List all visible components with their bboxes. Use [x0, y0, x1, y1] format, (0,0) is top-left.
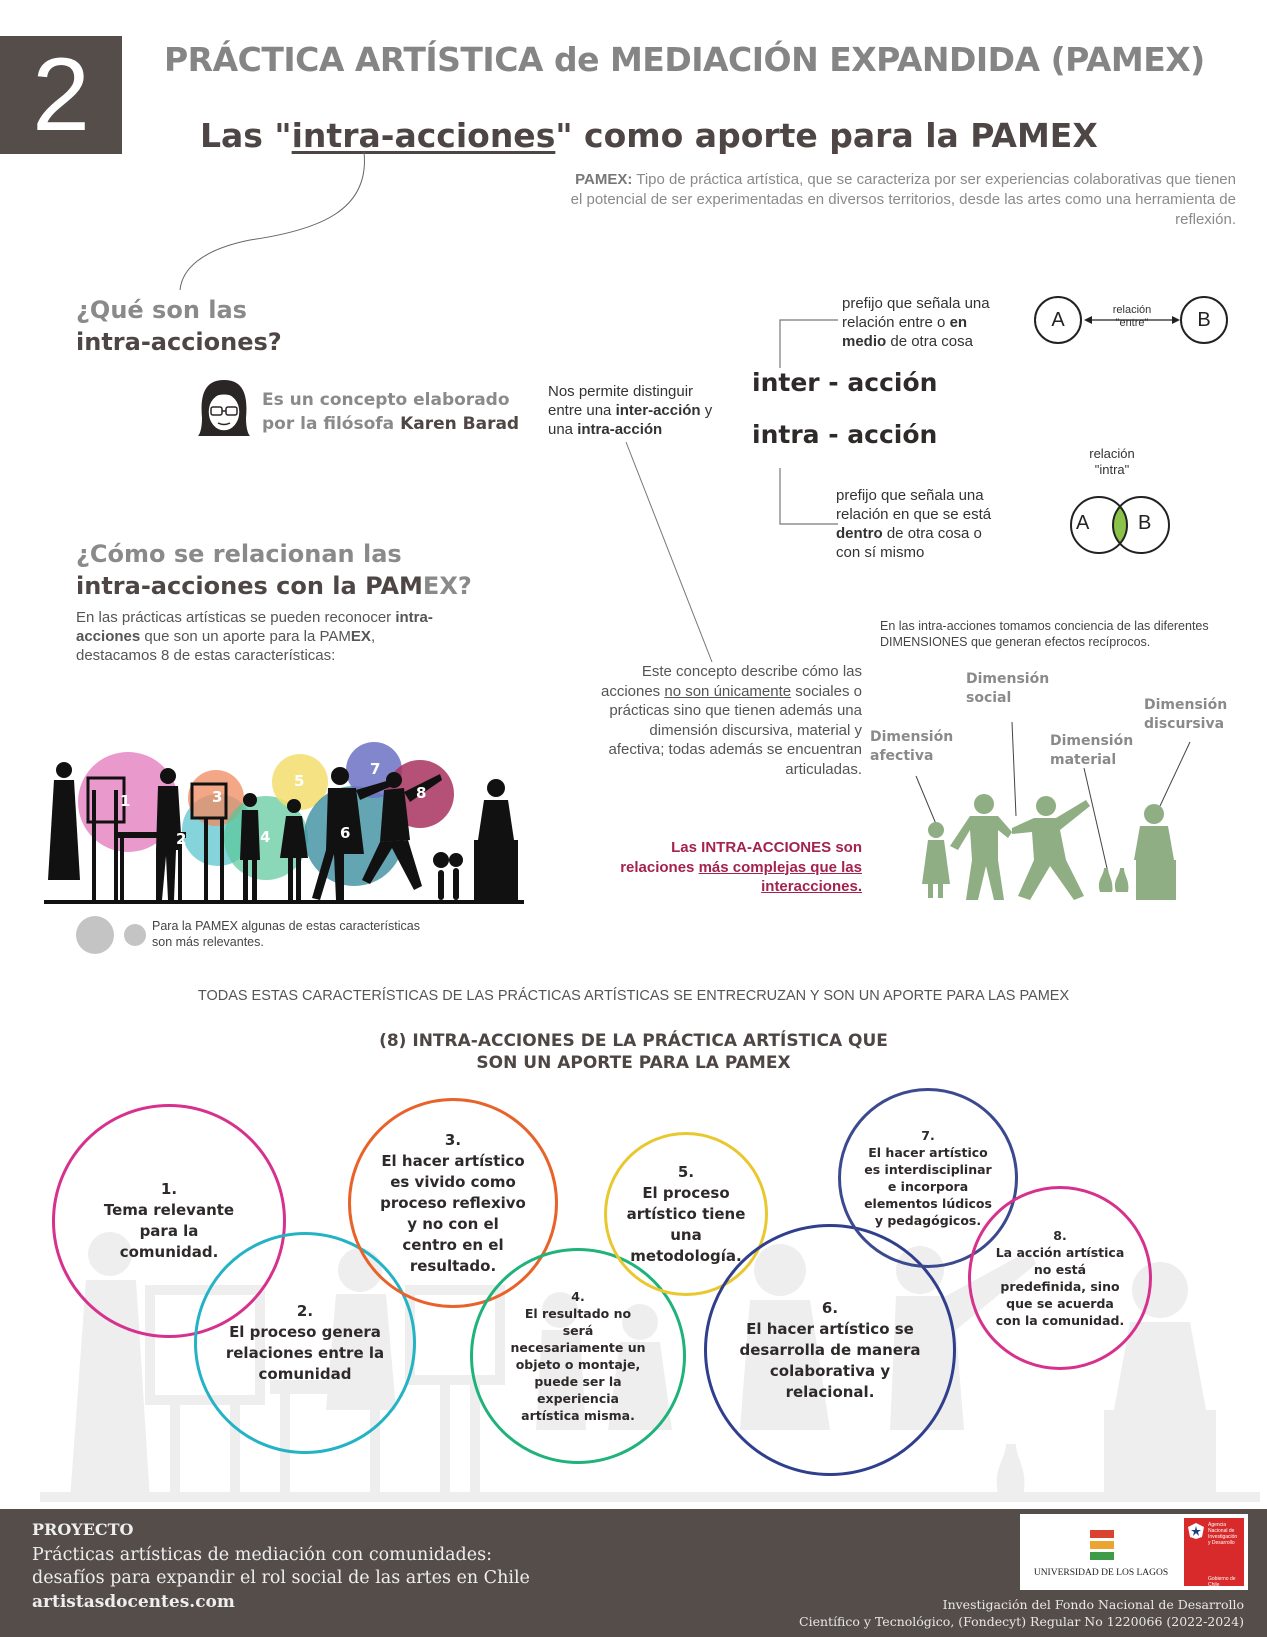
anid-logo-text: Agencia Nacional de Investigación y Desarrollo [1208, 1522, 1238, 1546]
intra-definition: prefijo que señala una relación en que se está dentro de otra cosa o con sí mismo [836, 487, 992, 561]
bubble-number-6: 6 [340, 824, 351, 842]
intra-circle-2: 2. El proceso genera relaciones entre la comunidad [194, 1232, 416, 1454]
bubble-number-3: 3 [212, 788, 223, 806]
bubble-number-7: 7 [370, 760, 381, 778]
intra-circle-8: 8. La acción artística no está predefinida, sino que se acuerda con la comunidad. [968, 1186, 1152, 1370]
dimensions-illustration [900, 700, 1240, 910]
dimension-afectiva: Dimensión afectiva [870, 729, 954, 764]
ulagos-logo-text: UNIVERSIDAD DE LOS LAGOS [1033, 1568, 1169, 1578]
pamex-definition: PAMEX: Tipo de práctica artística, que se caracteriza por ser experiencias colaborativas que tienen el potencial de ser experimentadas en diversos territorios, desde las artes como una herramienta de reflexión. [570, 171, 1236, 228]
intra-circle-6: 6. El hacer artístico se desarrolla de manera colaborativa y relacional. [704, 1224, 956, 1476]
dimensions-intro: En las intra-acciones tomamos conciencia de las diferentes DIMENSIONES que generan efectos recíprocos. [880, 619, 1209, 649]
distinguir-text: Nos permite distinguir entre una inter-acción y una intra-acción [548, 383, 713, 438]
legend-text: Para la PAMEX algunas de estas características son más relevantes. [152, 919, 420, 949]
dimension-discursiva: Dimensión discursiva [1144, 697, 1228, 732]
avatar [196, 378, 252, 438]
bubble-number-2: 2 [176, 830, 187, 848]
gobierno-logo-text: Gobierno de Chile [1208, 1576, 1236, 1588]
page-subtitle: Las "intra-acciones" como aporte para la PAMEX [200, 116, 1098, 155]
intra-circle-5: 5. El proceso artístico tiene una metodología. [604, 1132, 768, 1296]
node-a-inter: A [1034, 296, 1082, 344]
node-a-intra: A [1076, 512, 1090, 534]
page-title: PRÁCTICA ARTÍSTICA de MEDIACIÓN EXPANDIDA (PAMEX) [164, 40, 1205, 79]
intra-circle-1: 1. Tema relevante para la comunidad. [52, 1104, 286, 1338]
anid-logo [1184, 1518, 1244, 1586]
question-que-son: ¿Qué son las intra-acciones? [76, 296, 282, 356]
intra-accion-term: intra - acción [752, 420, 938, 449]
como-text: En las prácticas artísticas se pueden reconocer intra-acciones que son un aporte para la PAMEX, destacamos 8 de estas características: [76, 609, 433, 664]
node-b-intra: B [1138, 512, 1152, 534]
footer-fondecyt: Investigación del Fondo Nacional de Desarrollo Científico y Tecnológico, (Fondecyt) Regular No 1220066 (2022-2024) [799, 1597, 1244, 1629]
dimension-material: Dimensión material [1050, 733, 1134, 768]
footer-project-title: Prácticas artísticas de mediación con comunidades: desafíos para expandir el rol social de las artes en Chile [32, 1545, 530, 1588]
footer-url[interactable]: artistasdocentes.com [32, 1592, 235, 1612]
intra-relation-label: relación "intra" [1089, 446, 1135, 477]
ulagos-logo-icon [1090, 1530, 1114, 1560]
question-como-se-relacionan: ¿Cómo se relacionan las intra-acciones con la PAMEX? [76, 540, 472, 600]
todas-caracteristicas: TODAS ESTAS CARACTERÍSTICAS DE LAS PRÁCTICAS ARTÍSTICAS SE ENTRECRUZAN Y SON UN APORTE PARA LAS PAMEX [197, 988, 1070, 1004]
subtitle-term: intra-acciones [291, 116, 556, 155]
karen-barad-note: Es un concepto elaborado por la filósofa Karen Barad [262, 390, 520, 434]
artists-illustration [44, 730, 554, 912]
dimension-social: Dimensión social [966, 671, 1050, 706]
section-number: 2 [0, 36, 122, 154]
legend-big-dot [76, 916, 114, 954]
footer-proyecto: PROYECTO [32, 1520, 134, 1539]
connector-line [620, 440, 740, 670]
concept-description: Este concepto describe cómo las acciones no son únicamente sociales o prácticas sino que tienen además una dimensión discursiva, material y afectiva; todas además se encuentran articuladas. [600, 663, 862, 778]
coat-of-arms-icon [1187, 1522, 1205, 1540]
inter-relation-label: relación "entre" [1112, 304, 1152, 329]
inter-accion-term: inter - acción [752, 368, 938, 397]
bubble-number-4: 4 [260, 828, 271, 846]
intra-circle-4: 4. El resultado no será necesariamente un objeto o montaje, puede ser la experiencia artística misma. [470, 1248, 686, 1464]
logos [1020, 1514, 1248, 1590]
intra-circle-7: 7. El hacer artístico es interdisciplinar e incorpora elementos lúdicos y pedagógicos. [838, 1088, 1018, 1268]
intra-acciones-highlight: Las INTRA-ACCIONES son relaciones más complejas que las interacciones. [620, 839, 862, 895]
bubble-number-8: 8 [416, 784, 427, 802]
inter-definition: prefijo que señala una relación entre o en medio de otra cosa [842, 295, 990, 350]
connector-curve [170, 150, 370, 290]
ocho-intra-acciones-title: (8) INTRA-ACCIONES DE LA PRÁCTICA ARTÍSTICA QUE SON UN APORTE PARA LA PAMEX [379, 1031, 888, 1073]
bubble-number-1: 1 [120, 792, 131, 810]
legend-small-dot [124, 924, 146, 946]
bubble-number-5: 5 [294, 772, 305, 790]
intra-circle-3: 3. El hacer artístico es vivido como proceso reflexivo y no con el centro en el resultado. [348, 1098, 558, 1308]
node-b-inter: B [1180, 296, 1228, 344]
